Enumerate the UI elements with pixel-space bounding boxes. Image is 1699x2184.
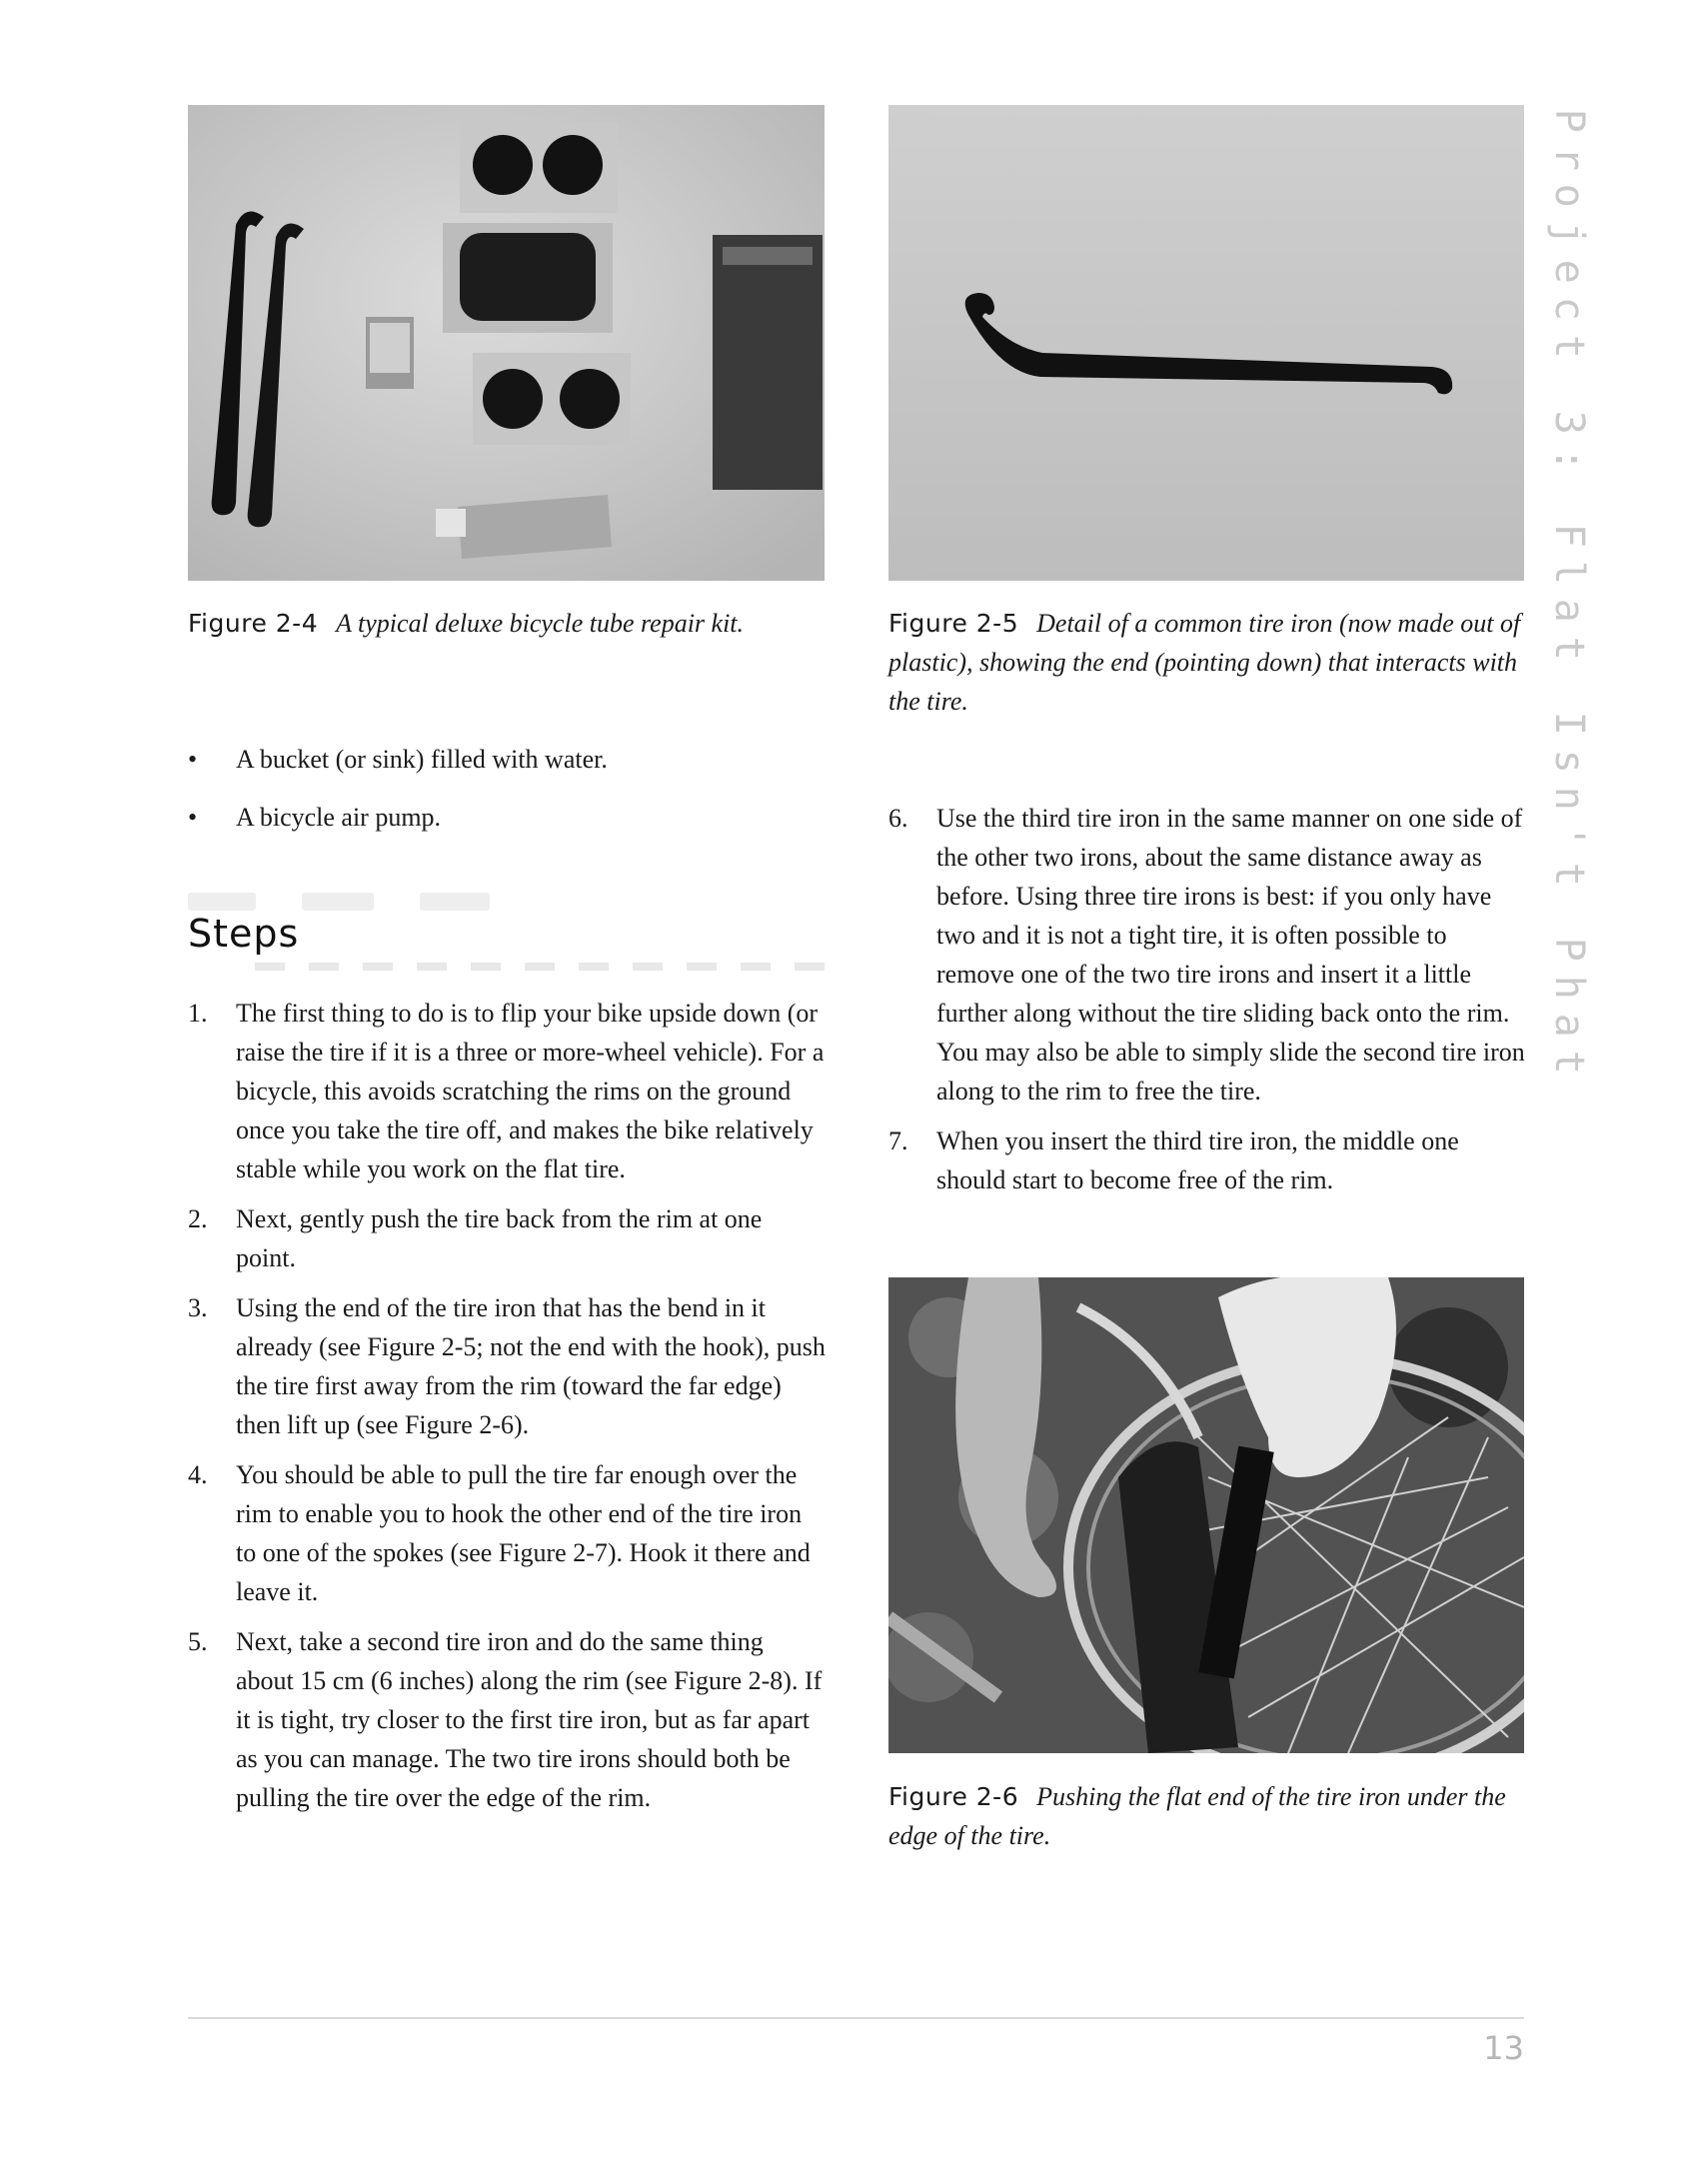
- heading-decoration: [188, 893, 508, 911]
- running-title-char: [1549, 486, 1587, 510]
- running-title-char: s: [1545, 749, 1592, 774]
- list-item-text: A bicycle air pump.: [236, 803, 442, 832]
- figure-2-5-caption-text: Detail of a common tire iron (now made out of plastic), showing the end (pointing down) that interacts with the tire.: [888, 609, 1521, 716]
- running-title-char: ': [1545, 824, 1592, 849]
- step-text: You should be able to pull the tire far enough over the rim to enable you to hook the other end of the tire iron to one of the spokes (see Figure 2-7). Hook it there and leave it.: [236, 1460, 811, 1606]
- figure-2-6-caption-text: Pushing the flat end of the tire iron under the edge of the tire.: [888, 1782, 1506, 1850]
- running-title-char: t: [1545, 636, 1592, 661]
- figure-2-4-label: Figure 2-4: [188, 609, 319, 638]
- step-item: [188, 994, 828, 1188]
- heading-rule: [255, 963, 825, 971]
- running-title-char: P: [1545, 937, 1592, 963]
- figure-2-4-photo: [188, 105, 825, 581]
- section-heading-steps: Steps: [188, 912, 300, 956]
- step-text: When you insert the third tire iron, the middle one should start to become free of the rim.: [936, 1126, 1459, 1194]
- step-item: [188, 1199, 828, 1277]
- running-title: [1543, 102, 1593, 1082]
- page-number: 13: [1483, 2029, 1524, 2067]
- materials-list: [188, 740, 828, 856]
- running-title-char: P: [1545, 108, 1592, 133]
- running-title-char: [1549, 373, 1587, 397]
- step-number: 5.: [188, 1627, 208, 1656]
- running-title-char: [1549, 674, 1587, 698]
- running-title-char: t: [1545, 1050, 1592, 1076]
- running-title-char: :: [1545, 447, 1592, 473]
- step-text: Using the end of the tire iron that has the bend in it already (see Figure 2-5; not the end with the hook), push the tire first away from the rim (toward the far edge) then lift up (see Figure 2-6).: [236, 1293, 826, 1439]
- figure-2-4-caption-text: A typical deluxe bicycle tube repair kit.: [336, 609, 745, 638]
- step-text: Next, take a second tire iron and do the same thing about 15 cm (6 inches) along the rim (see Figure 2-8). If it is tight, try closer to the first tire iron, but as far apart as you can manage. The two tire irons should both be pulling the tire over the edge of the rim.: [236, 1627, 823, 1812]
- list-item: [188, 798, 828, 837]
- running-title-char: a: [1545, 598, 1592, 623]
- step-number: 4.: [188, 1460, 208, 1489]
- figure-2-6-photo: [888, 1277, 1524, 1753]
- step-text: The first thing to do is to flip your bike upside down (or raise the tire if it is a three or more-wheel vehicle). For a bicycle, this avoids scratching the rims on the ground once you take the tire off, and makes the bike relatively stable while you work on the flat tire.: [236, 999, 825, 1183]
- running-title-char: j: [1545, 221, 1592, 246]
- list-item: [188, 740, 828, 779]
- step-item: [188, 1288, 828, 1444]
- running-title-char: [1549, 900, 1587, 924]
- figure-2-6-caption: [888, 1777, 1528, 1855]
- running-title-char: c: [1545, 297, 1592, 322]
- step-number: 2.: [188, 1204, 208, 1233]
- figure-2-5-label: Figure 2-5: [888, 609, 1019, 638]
- step-number: 6.: [888, 804, 908, 833]
- running-title-char: a: [1545, 1013, 1592, 1038]
- running-title-char: t: [1545, 334, 1592, 360]
- running-title-char: o: [1545, 184, 1592, 209]
- step-text: Use the third tire iron in the same manner on one side of the other two irons, about the same distance away as before. Using three tire irons is best: if you only have two and it is not a tight tire, it is often possible to remove one of the two tire irons and insert it a little further along without the tire sliding back onto the rim. You may also be able to simply slide the second tire iron along to the rim to free the tire.: [936, 804, 1525, 1105]
- list-item-text: A bucket (or sink) filled with water.: [236, 745, 608, 774]
- figure-2-6-label: Figure 2-6: [888, 1782, 1019, 1811]
- running-title-char: n: [1545, 787, 1592, 812]
- footer-rule: [188, 2017, 1524, 2019]
- step-item: [888, 799, 1528, 1110]
- step-item: [188, 1622, 828, 1817]
- bullet-mark: •: [188, 803, 198, 832]
- step-item: [888, 1121, 1528, 1199]
- steps-list-right: [888, 799, 1528, 1210]
- step-item: [188, 1455, 828, 1611]
- figure-2-4-caption: [188, 604, 828, 643]
- running-title-char: I: [1545, 711, 1592, 736]
- running-title-char: t: [1545, 862, 1592, 887]
- steps-list-left: [188, 994, 828, 1828]
- step-number: 1.: [188, 999, 208, 1028]
- step-number: 7.: [888, 1126, 908, 1155]
- step-text: Next, gently push the tire back from the rim at one point.: [236, 1204, 763, 1272]
- figure-2-5-photo: [888, 105, 1524, 581]
- running-title-char: F: [1545, 523, 1592, 548]
- figure-2-5-caption: [888, 604, 1524, 721]
- running-title-char: e: [1545, 259, 1592, 284]
- running-title-char: h: [1545, 975, 1592, 1000]
- running-title-char: r: [1545, 146, 1592, 171]
- step-number: 3.: [188, 1293, 208, 1322]
- bullet-mark: •: [188, 745, 198, 774]
- running-title-char: l: [1545, 561, 1592, 586]
- running-title-char: 3: [1545, 410, 1592, 435]
